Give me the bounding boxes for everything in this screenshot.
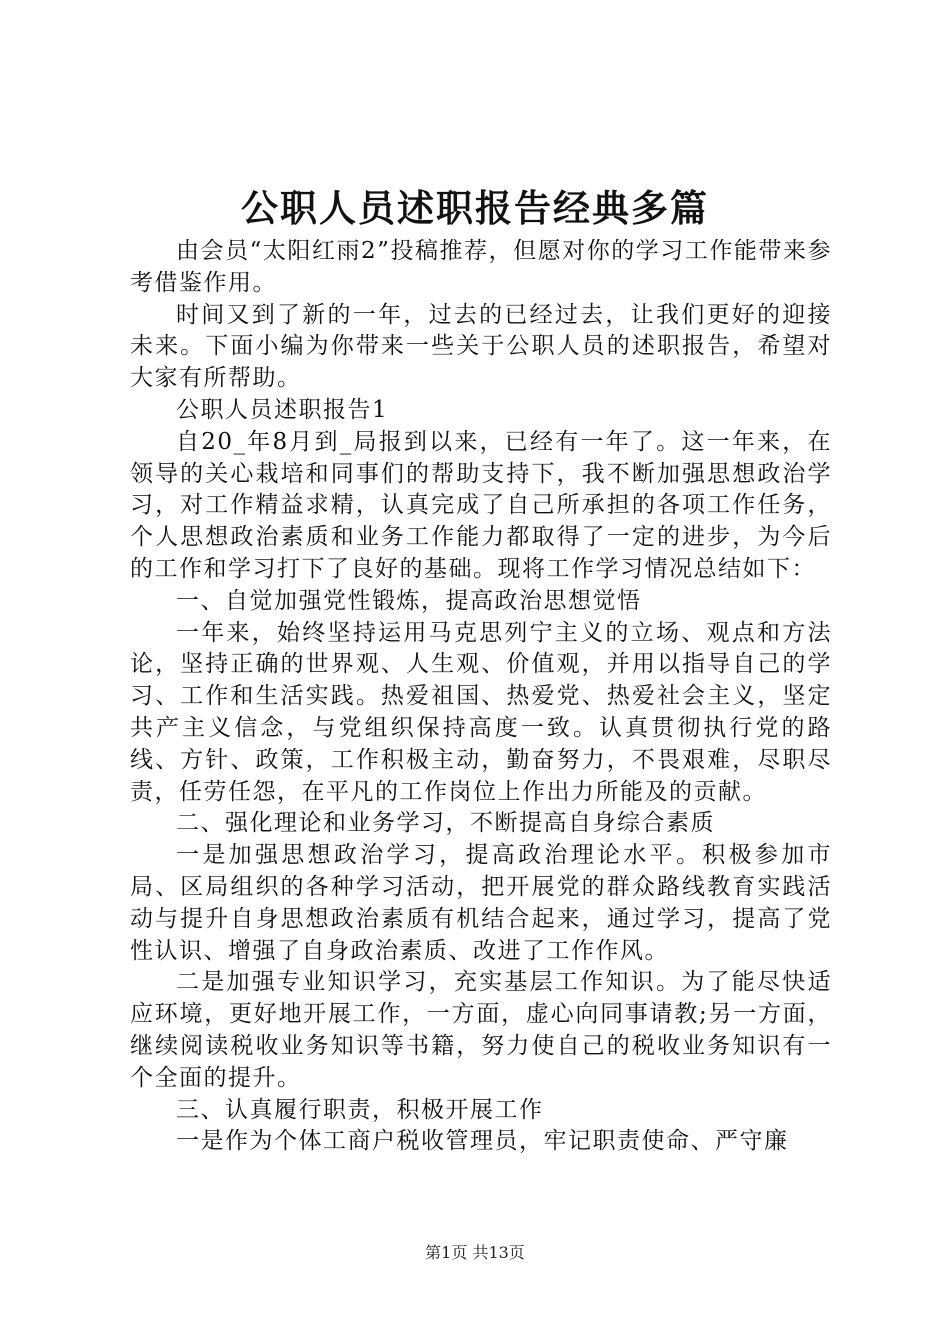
section-heading: 二、强化理论和业务学习，不断提高自身综合素质 (176, 810, 715, 837)
body-paragraph: 一是加强思想政治学习，提高政治理论水平。积极参加市局、区局组织的各种学习活动，把开展党的群众路线教育实践活动与提升自身思想政治素质有机结合起来，通过学习，提高了党性认识、增强了自身政治素质、改进了工作作风。 (130, 842, 832, 964)
report-heading: 公职人员述职报告1 (176, 396, 389, 423)
document-body (130, 236, 832, 1158)
body-paragraph: 一年来，始终坚持运用马克思列宁主义的立场、观点和方法论，坚持正确的世界观、人生观、价值观，并用以指导自己的学习、工作和生活实践。热爱祖国、热爱党、热爱社会主义，坚定共产主义信念，与党组织保持高度一致。认真贯彻执行党的路线、方针、政策，工作积极主动，勤奋努力，不畏艰难，尽职尽责，任劳任怨，在平凡的工作岗位上作出力所能及的贡献。 (130, 619, 832, 805)
preface-paragraph: 时间又到了新的一年，过去的已经过去，让我们更好的迎接未来。下面小编为你带来一些关于公职人员的述职报告，希望对大家有所帮助。 (130, 301, 832, 392)
page-number-footer: 第1页 共13页 (425, 1243, 525, 1262)
section-heading: 三、认真履行职责，积极开展工作 (176, 1096, 544, 1123)
body-paragraph: 一是作为个体工商户税收管理员，牢记职责使命、严守廉 (176, 1128, 789, 1155)
body-paragraph: 自20_年8月到_局报到以来，已经有一年了。这一年来，在领导的关心栽培和同事们的帮助支持下，我不断加强思想政治学习，对工作精益求精，认真完成了自己所承担的各项工作任务，个人思想政治素质和业务工作能力都取得了一定的进步，为今后的工作和学习打下了良好的基础。现将工作学习情况总结如下： (130, 428, 832, 582)
document-title: 公职人员述职报告经典多篇 (241, 186, 709, 230)
body-paragraph: 二是加强专业知识学习，充实基层工作知识。为了能尽快适应环境，更好地开展工作，一方面，虚心向同事请教;另一方面，继续阅读税收业务知识等书籍，努力使自己的税收业务知识有一个全面的提升。 (130, 969, 832, 1091)
intro-paragraph: 由会员“太阳红雨2”投稿推荐，但愿对你的学习工作能带来参考借鉴作用。 (130, 238, 832, 296)
section-heading: 一、自觉加强党性锻炼，提高政治思想觉悟 (176, 587, 642, 614)
